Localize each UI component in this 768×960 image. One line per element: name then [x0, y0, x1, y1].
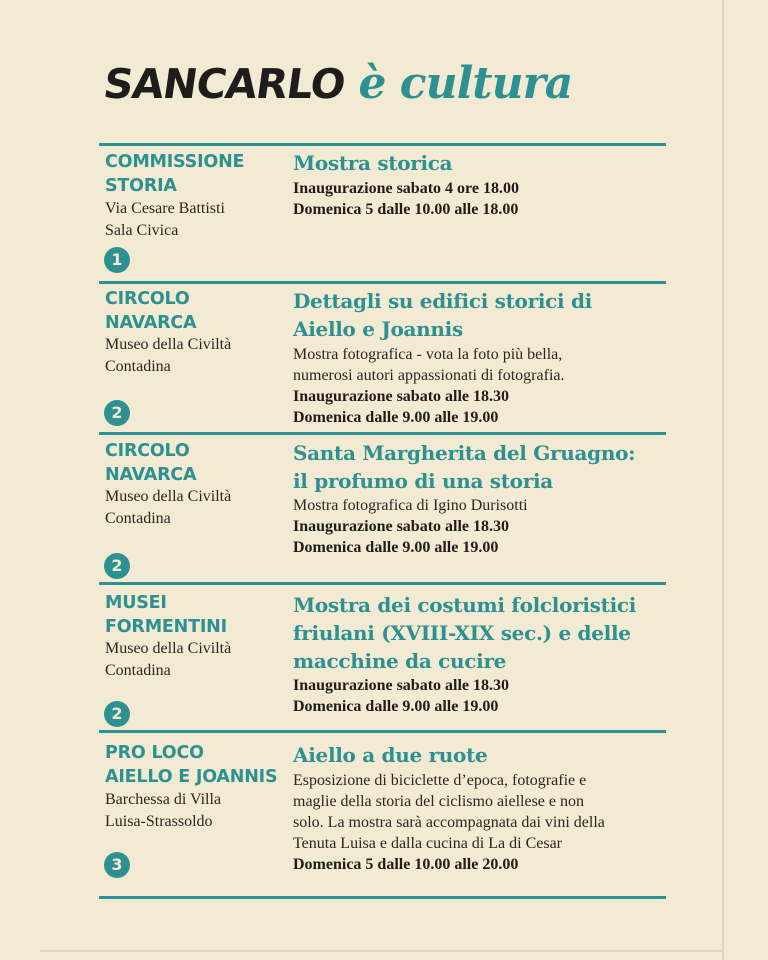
event-details: Inaugurazione sabato alle 18.30 Domenica dalle 9.00 alle 19.00	[293, 677, 510, 715]
event-details: Mostra fotografica di Igino Durisotti Inaugurazione sabato alle 18.30 Domenica dalle 9.00 alle 19.00	[293, 497, 528, 556]
location-number-badge: 3	[104, 852, 130, 878]
event-organizer: COMMISSIONE STORIA	[105, 152, 245, 196]
event-location: Museo della Civiltà Contadina	[105, 640, 232, 679]
event-title: Aiello a due ruote	[293, 743, 488, 767]
event-location: Museo della Civiltà Contadina	[105, 336, 232, 375]
location-number-badge: 2	[104, 701, 130, 727]
section-divider	[99, 730, 666, 733]
event-organizer: PRO LOCO AIELLO E JOANNIS	[105, 743, 278, 787]
event-organizer: CIRCOLO NAVARCA	[105, 441, 197, 485]
section-divider	[99, 143, 666, 146]
event-organizer: CIRCOLO NAVARCA	[105, 289, 197, 333]
event-location: Barchessa di Villa Luisa-Strassoldo	[105, 791, 222, 830]
location-number-badge: 2	[104, 553, 130, 579]
page-title	[100, 58, 704, 128]
location-number-badge: 2	[104, 400, 130, 426]
event-title: Mostra storica	[293, 151, 453, 175]
title-script: è cultura	[358, 58, 573, 109]
event-details: Esposizione di biciclette d’epoca, fotografie e maglie della storia del ciclismo aiellese e non solo. La mostra sarà accompagnata dai vini della Tenuta Luisa e dalla cucina di La di Cesar Domenica 5 dalle 10.00 alle 20.00	[293, 772, 605, 873]
location-number-badge: 1	[104, 247, 130, 273]
section-divider	[99, 896, 666, 899]
event-title: Dettagli su edifici storici di Aiello e Joannis	[293, 289, 592, 341]
title-main: SANCARLO	[100, 60, 348, 108]
event-title: Santa Margherita del Gruagno: il profumo di una storia	[293, 441, 636, 493]
section-divider	[99, 432, 666, 435]
event-location: Via Cesare Battisti Sala Civica	[105, 200, 225, 239]
section-divider	[99, 582, 666, 585]
section-divider	[99, 281, 666, 284]
event-title: Mostra dei costumi folcloristici friulani (XVIII-XIX sec.) e delle macchine da cucire	[293, 593, 637, 673]
event-organizer: MUSEI FORMENTINI	[105, 593, 227, 637]
event-details: Mostra fotografica - vota la foto più bella, numerosi autori appassionati di fotografia. Inaugurazione sabato alle 18.30 Domenica dalle 9.00 alle 19.00	[293, 346, 565, 426]
event-details: Inaugurazione sabato 4 ore 18.00 Domenica 5 dalle 10.00 alle 18.00	[293, 180, 519, 218]
page-frame-right-edge	[722, 0, 724, 960]
page-frame-bottom-edge	[40, 950, 724, 952]
event-location: Museo della Civiltà Contadina	[105, 488, 232, 527]
